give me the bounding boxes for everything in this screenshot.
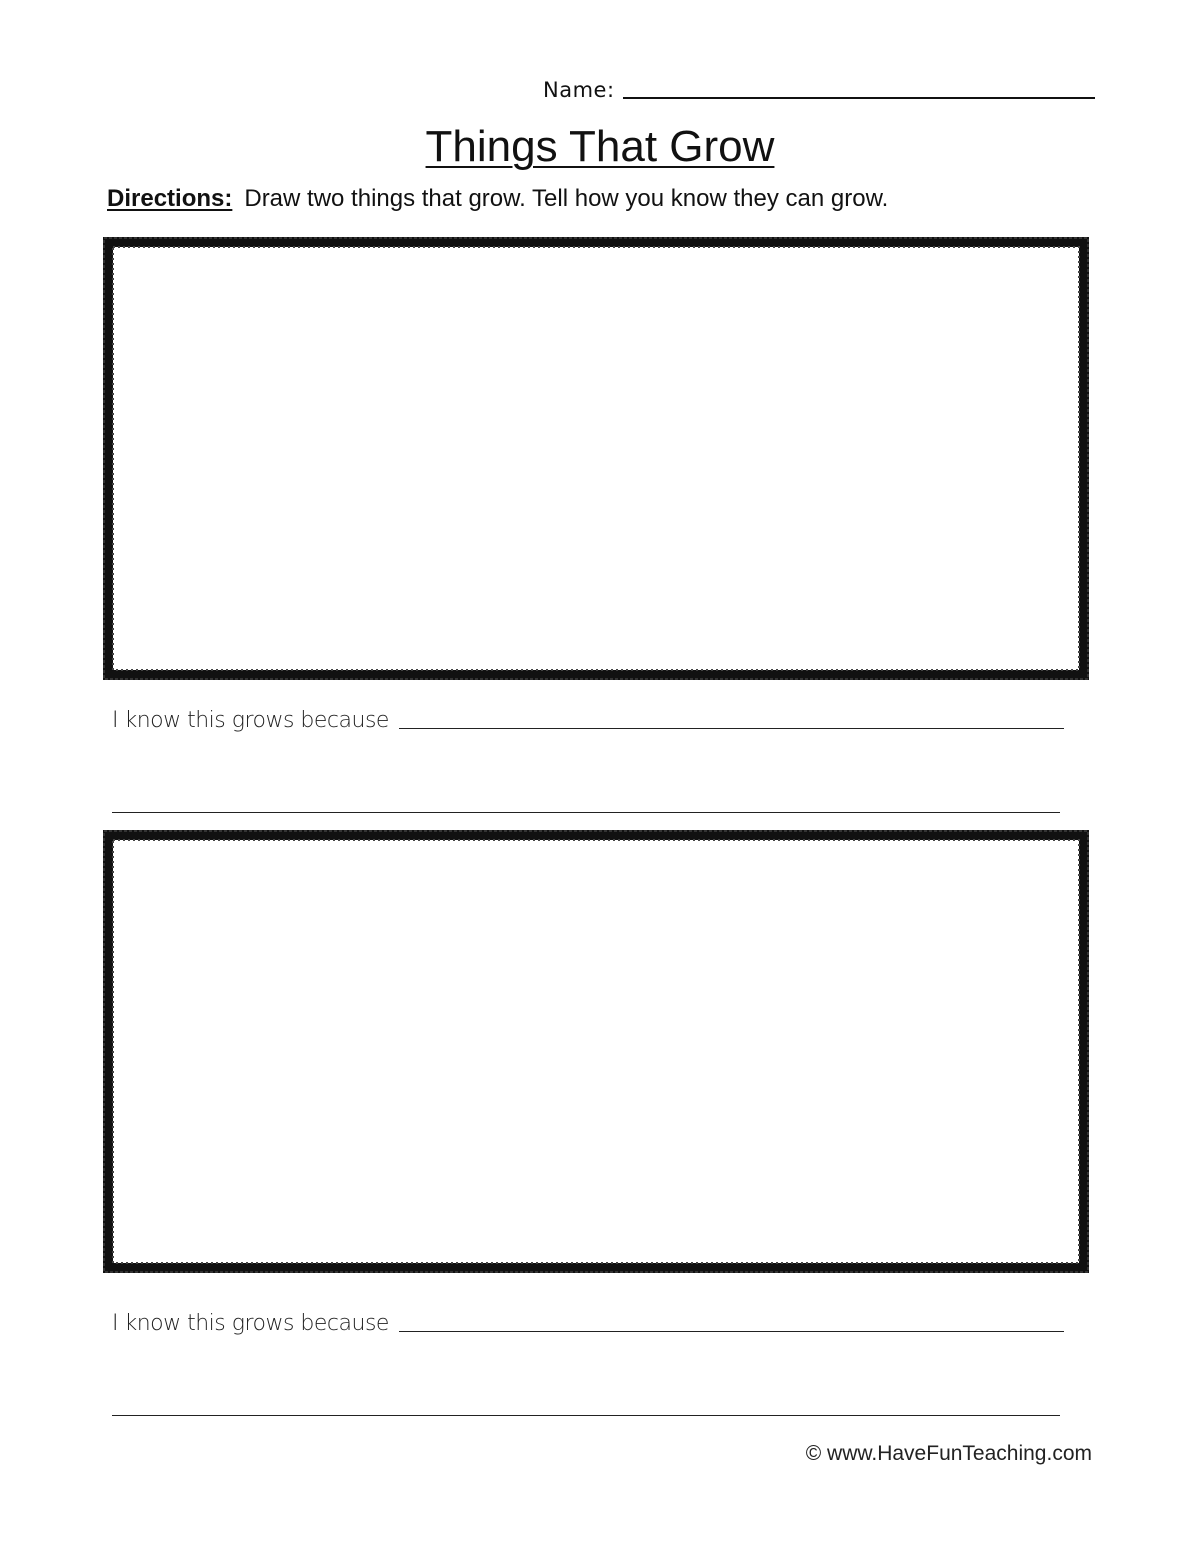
directions	[107, 184, 888, 214]
answer-line-2b[interactable]	[112, 1415, 1060, 1416]
answer-row-2	[112, 1303, 1064, 1337]
answer-line-1b[interactable]	[112, 812, 1060, 813]
answer-label-1: I know this grows because	[112, 708, 389, 733]
crayon-border-1	[102, 236, 1090, 681]
answer-line-1[interactable]	[399, 728, 1064, 729]
crayon-border-2	[102, 829, 1090, 1274]
answer-label-2: I know this grows because	[112, 1311, 389, 1336]
page-title: Things That Grow	[425, 122, 775, 171]
answer-row-1	[112, 700, 1064, 734]
drawing-box-2[interactable]	[102, 829, 1090, 1274]
name-row	[543, 70, 1095, 102]
directions-text: Draw two things that grow. Tell how you know they can grow.	[244, 185, 889, 212]
name-field[interactable]	[623, 75, 1095, 99]
name-label: Name:	[543, 78, 615, 102]
drawing-box-1[interactable]	[102, 236, 1090, 681]
answer-line-2[interactable]	[399, 1331, 1064, 1332]
directions-label: Directions:	[107, 185, 233, 212]
copyright-footer: © www.HaveFunTeaching.com	[805, 1442, 1092, 1465]
